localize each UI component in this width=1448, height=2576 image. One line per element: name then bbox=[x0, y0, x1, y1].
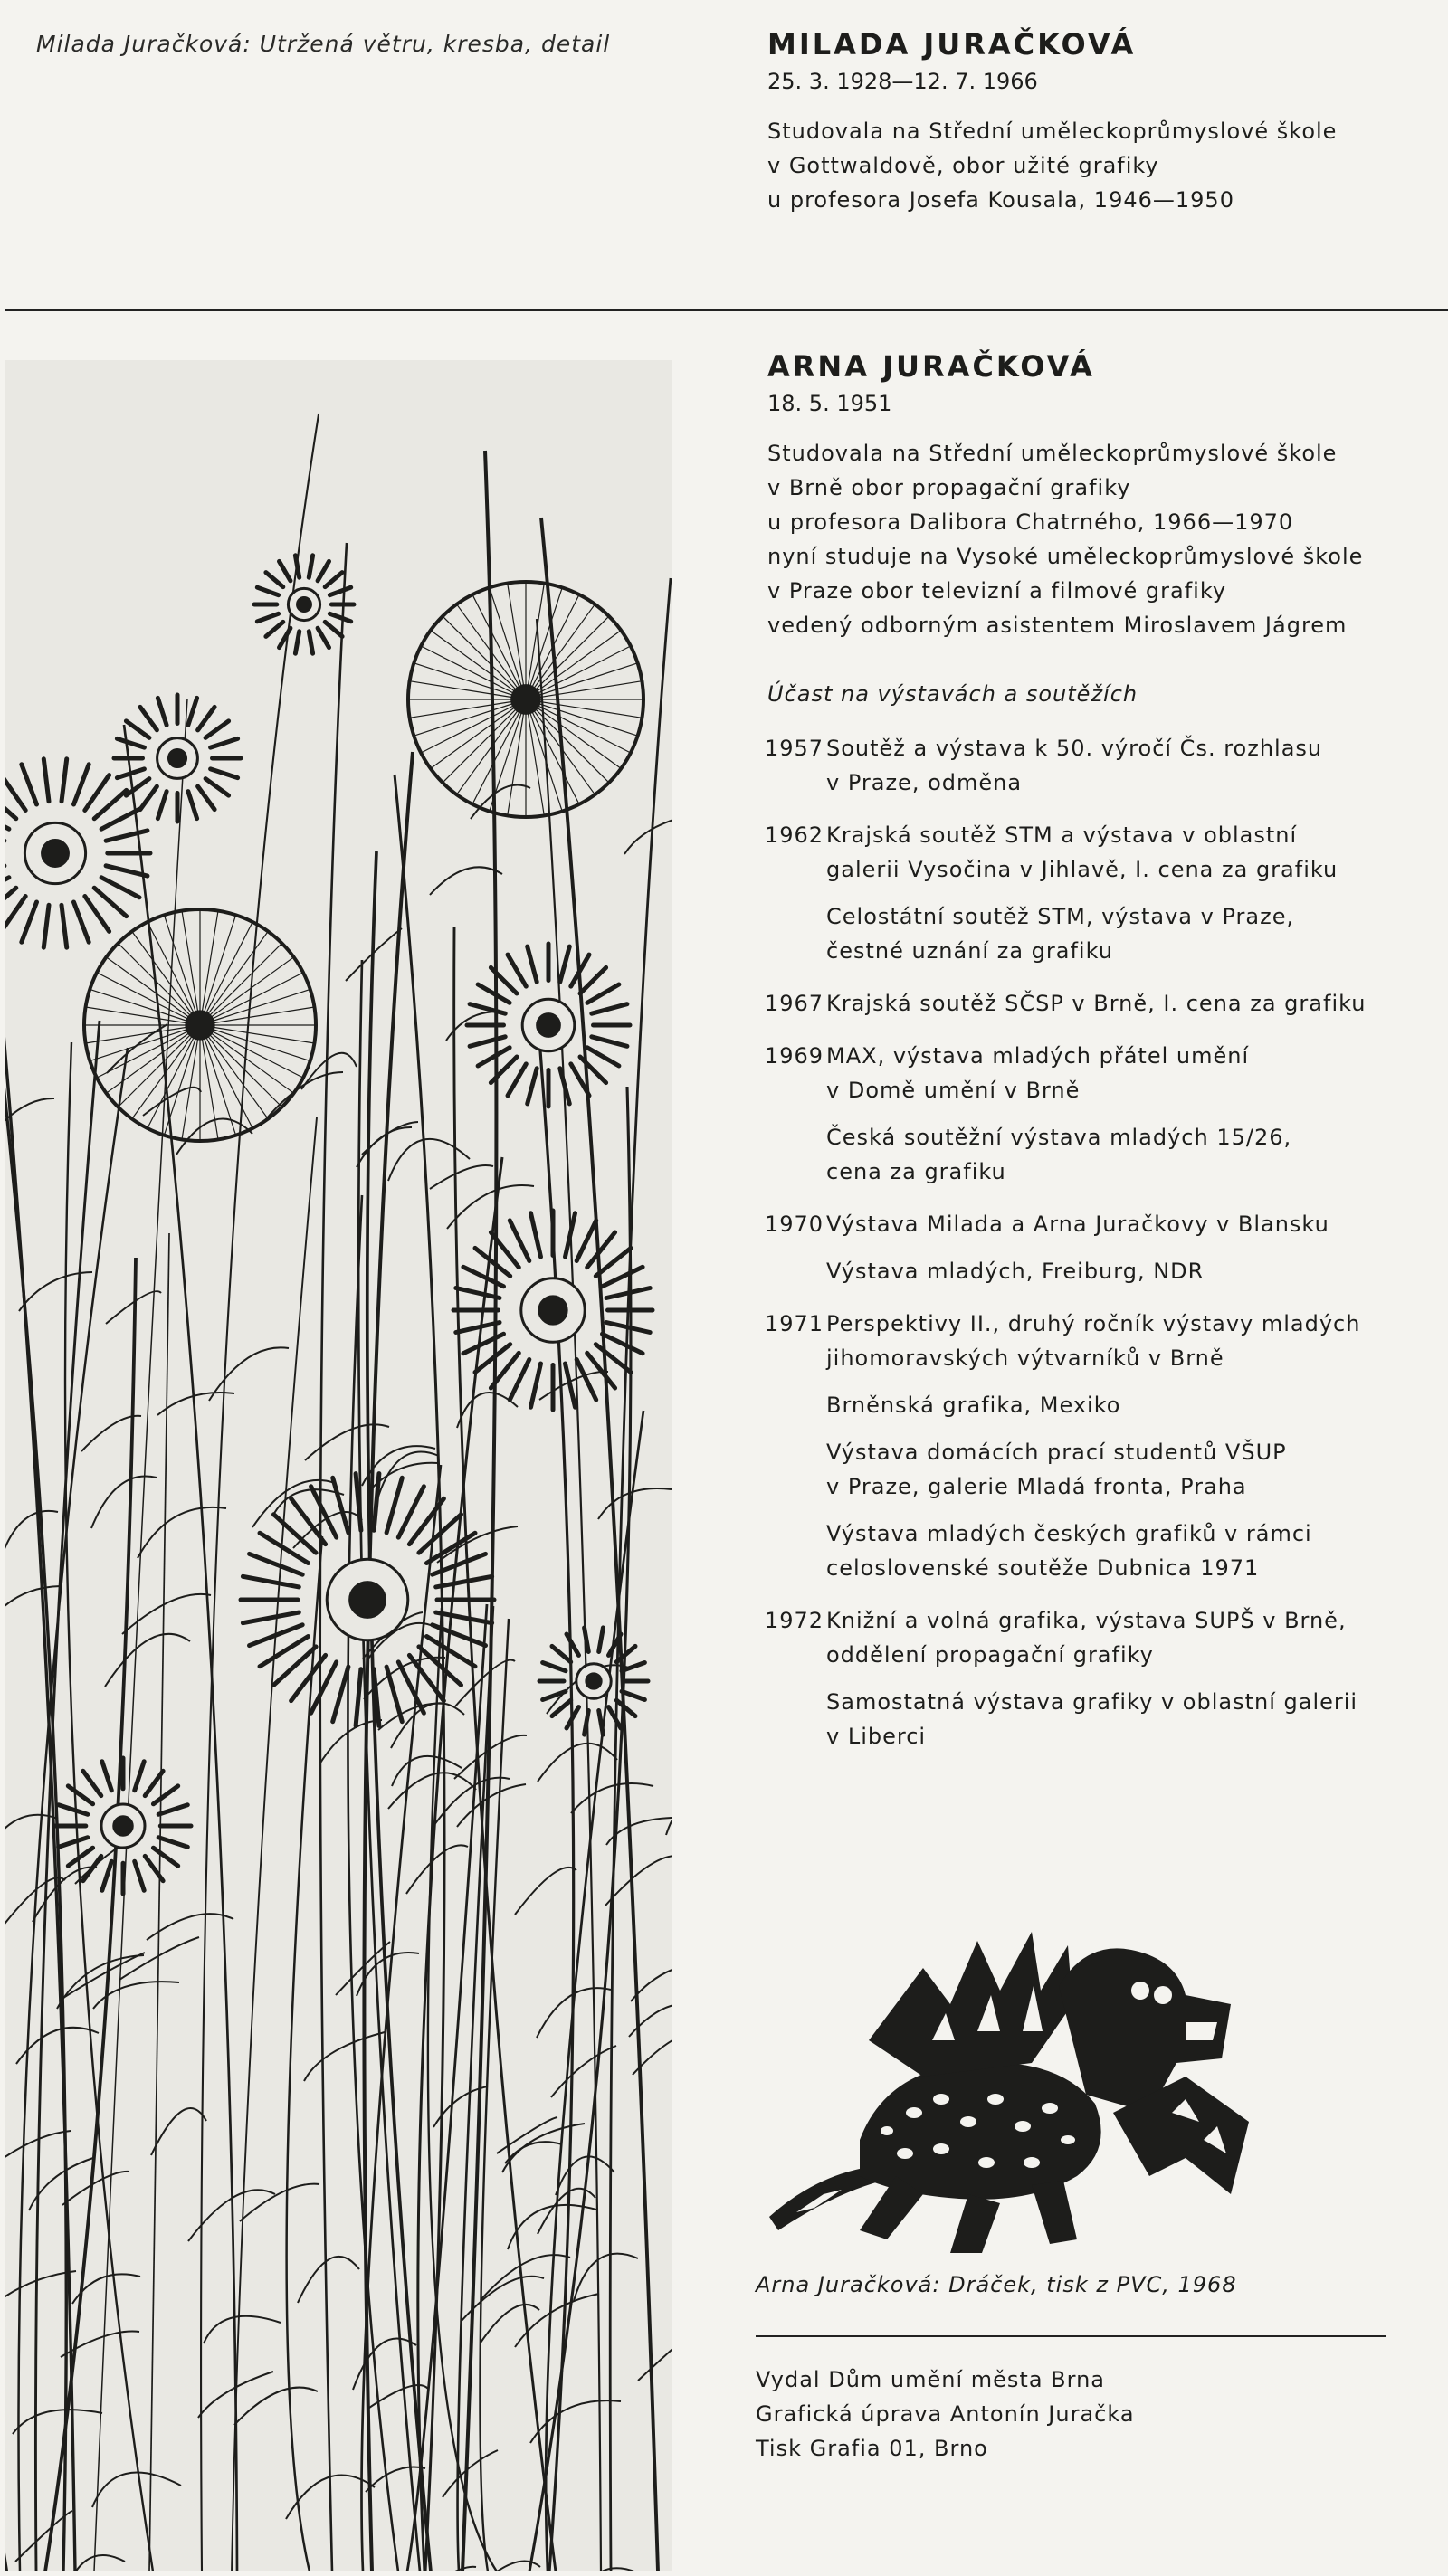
bio-text-milada bbox=[767, 114, 1419, 217]
exhibition-year: 1957 bbox=[765, 736, 824, 761]
bio-line: u profesora Josefa Kousala, 1946—1950 bbox=[767, 187, 1234, 213]
milada-bio bbox=[767, 27, 1419, 217]
exhibition-entry: Výstava mladých, Freiburg, NDR bbox=[826, 1259, 1205, 1284]
exhibition-year-group bbox=[765, 1603, 1416, 1754]
exhibition-year-group bbox=[765, 1307, 1416, 1585]
artwork-caption-top: Milada Juračková: Utržená větru, kresba, detail bbox=[36, 31, 611, 57]
exhibition-entry: Soutěž a výstava k 50. výročí Čs. rozhlasu v Praze, odměna bbox=[826, 736, 1323, 795]
exhibition-entry: Krajská soutěž SČSP v Brně, I. cena za grafiku bbox=[826, 991, 1367, 1016]
bio-line: nyní studuje na Vysoké uměleckoprůmyslové škole bbox=[767, 544, 1364, 569]
divider-top bbox=[5, 309, 1448, 311]
exhibition-entry: Samostatná výstava grafiky v oblastní galerii v Liberci bbox=[826, 1689, 1358, 1749]
exhibition-year-group bbox=[765, 818, 1416, 968]
exhibition-year-group bbox=[765, 1207, 1416, 1288]
exhibitions-list bbox=[765, 731, 1416, 1772]
exhibition-entry: Výstava Milada a Arna Juračkovy v Blansku bbox=[826, 1212, 1329, 1237]
exhibition-year: 1970 bbox=[765, 1212, 824, 1237]
exhibition-year-group bbox=[765, 1039, 1416, 1189]
bio-line: vedený odborným asistentem Miroslavem Jágrem bbox=[767, 613, 1348, 638]
exhibition-year: 1972 bbox=[765, 1608, 824, 1633]
artist-dates-milada: 25. 3. 1928—12. 7. 1966 bbox=[767, 69, 1038, 94]
exhibition-entry: Perspektivy II., druhý ročník výstavy mladých jihomoravských výtvarníků v Brně bbox=[826, 1311, 1361, 1371]
exhibition-entry: Knižní a volná grafika, výstava SUPŠ v Brně, oddělení propagační grafiky bbox=[826, 1608, 1347, 1668]
exhibitions-heading: Účast na výstavách a soutěžích bbox=[767, 681, 1138, 707]
bio-text-arna bbox=[767, 436, 1419, 642]
exhibition-entry: Krajská soutěž STM a výstava v oblastní galerii Vysočina v Jihlavě, I. cena za grafiku bbox=[826, 822, 1338, 882]
artwork-caption-bottom: Arna Juračková: Dráček, tisk z PVC, 1968 bbox=[756, 2272, 1237, 2297]
artist-name-milada: MILADA JURAČKOVÁ bbox=[767, 27, 1137, 62]
bio-line: v Praze obor televizní a filmové grafiky bbox=[767, 578, 1227, 604]
colophon bbox=[756, 2362, 1135, 2466]
exhibition-entry: Brněnská grafika, Mexiko bbox=[826, 1393, 1121, 1418]
colophon-line: Grafická úprava Antonín Juračka bbox=[756, 2401, 1135, 2427]
dragon-print-artwork bbox=[760, 1905, 1267, 2262]
exhibition-entry: Výstava mladých českých grafiků v rámci celoslovenské soutěže Dubnica 1971 bbox=[826, 1521, 1312, 1581]
bio-line: Studovala na Střední uměleckoprůmyslové škole bbox=[767, 119, 1338, 144]
arna-bio bbox=[767, 349, 1419, 642]
exhibition-entry: MAX, výstava mladých přátel umění v Domě umění v Brně bbox=[826, 1043, 1250, 1103]
exhibition-entry: Výstava domácích prací studentů VŠUP v Praze, galerie Mladá fronta, Praha bbox=[826, 1440, 1287, 1499]
colophon-line: Tisk Grafia 01, Brno bbox=[756, 2436, 988, 2461]
exhibition-year: 1962 bbox=[765, 822, 824, 848]
artist-dates-arna: 18. 5. 1951 bbox=[767, 391, 892, 416]
exhibition-year-group bbox=[765, 986, 1416, 1021]
bio-line: Studovala na Střední uměleckoprůmyslové škole bbox=[767, 441, 1338, 466]
exhibition-entry: Česká soutěžní výstava mladých 15/26, cena za grafiku bbox=[826, 1125, 1292, 1184]
bio-line: v Gottwaldově, obor užité grafiky bbox=[767, 153, 1159, 178]
exhibition-year: 1967 bbox=[765, 991, 824, 1016]
exhibition-entry: Celostátní soutěž STM, výstava v Praze, čestné uznání za grafiku bbox=[826, 904, 1295, 964]
flower-drawing-artwork bbox=[5, 360, 672, 2571]
exhibition-year: 1971 bbox=[765, 1311, 824, 1336]
divider-bottom bbox=[756, 2335, 1386, 2337]
bio-line: v Brně obor propagační grafiky bbox=[767, 475, 1131, 500]
artist-name-arna: ARNA JURAČKOVÁ bbox=[767, 349, 1095, 384]
colophon-line: Vydal Dům umění města Brna bbox=[756, 2367, 1105, 2392]
exhibition-year: 1969 bbox=[765, 1043, 824, 1069]
exhibition-year-group bbox=[765, 731, 1416, 800]
bio-line: u profesora Dalibora Chatrného, 1966—1970 bbox=[767, 509, 1294, 535]
